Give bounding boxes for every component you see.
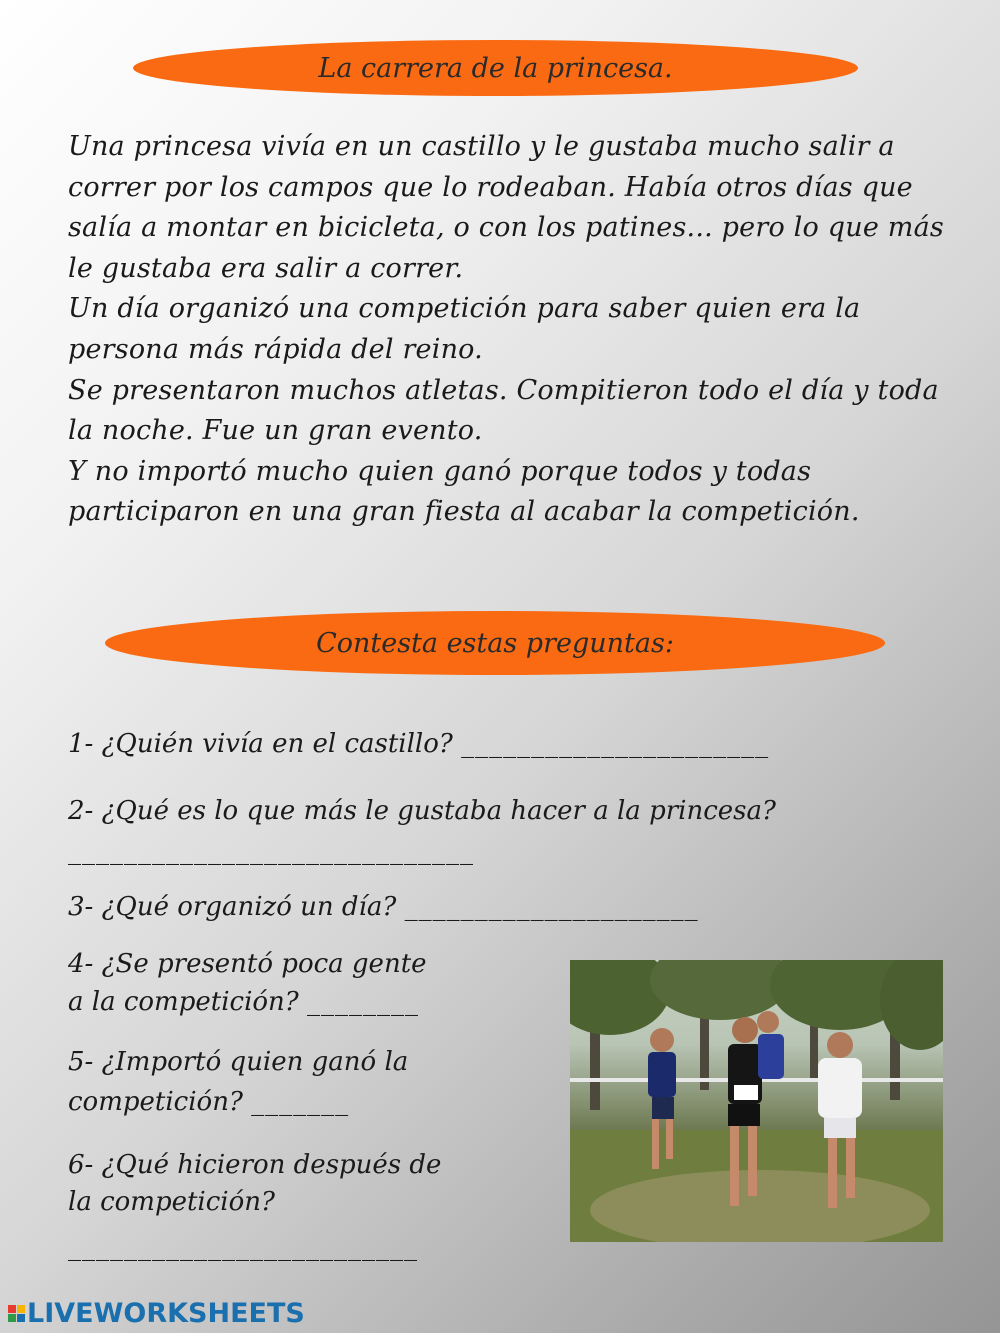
story-paragraph: Una princesa vivía en un castillo y le gustaba mucho salir a correr por los campos que lo rodeaban. Había otros días que salía a montar en bicicleta, o con los patines... pero lo que más le gustaba era salir a correr. (68, 131, 944, 284)
question-5-line2 (68, 1083, 349, 1121)
question-text: 5- ¿Importó quien ganó la (68, 1047, 409, 1077)
logo-badge-icon (8, 1305, 25, 1322)
liveworksheets-logo (8, 1298, 305, 1328)
runners-illustration (570, 960, 943, 1242)
question-3 (68, 888, 699, 926)
question-4 (68, 945, 427, 983)
question-text: 2- ¿Qué es lo que más le gustaba hacer a la princesa? (68, 796, 776, 826)
question-1 (68, 725, 769, 763)
title-banner (133, 40, 858, 96)
answer-blank[interactable]: ______________________ (461, 729, 770, 759)
answer-blank[interactable]: _____________________ (404, 892, 699, 922)
logo-text: LIVEWORKSHEETS (27, 1297, 305, 1329)
question-text: 3- ¿Qué organizó un día? (68, 892, 405, 922)
question-6-line2 (68, 1183, 275, 1221)
question-text: 1- ¿Quién vivía en el castillo? (68, 729, 462, 759)
questions-heading: Contesta estas preguntas: (316, 627, 674, 659)
story-paragraph: Se presentaron muchos atletas. Compitieron todo el día y toda la noche. Fue un gran evento. (68, 374, 939, 447)
story-text (68, 127, 948, 533)
worksheet-title: La carrera de la princesa. (318, 52, 673, 84)
answer-blank[interactable]: _________________________ (68, 1232, 418, 1262)
story-paragraph: Y no importó mucho quien ganó porque todos y todas participaron en una gran fiesta al acabar la competición. (68, 455, 860, 528)
question-text: a la competición? (68, 987, 307, 1017)
answer-blank[interactable]: _______ (251, 1087, 350, 1117)
question-4-line2 (68, 983, 419, 1021)
question-5 (68, 1043, 408, 1081)
answer-blank[interactable]: ________ (307, 987, 419, 1017)
question-text: 6- ¿Qué hicieron después de (68, 1150, 442, 1180)
question-text: 4- ¿Se presentó poca gente (68, 949, 427, 979)
question-2-answer-line (68, 832, 474, 870)
question-text: la competición? (68, 1187, 275, 1217)
story-paragraph: Un día organizó una competición para saber quien era la persona más rápida del reino. (68, 293, 861, 365)
question-text: competición? (68, 1087, 252, 1117)
runners-photo (570, 960, 943, 1242)
answer-blank[interactable]: _____________________________ (68, 836, 474, 866)
question-6 (68, 1146, 441, 1184)
question-2 (68, 792, 776, 830)
questions-banner (105, 611, 885, 675)
question-6-answer-line (68, 1228, 418, 1266)
